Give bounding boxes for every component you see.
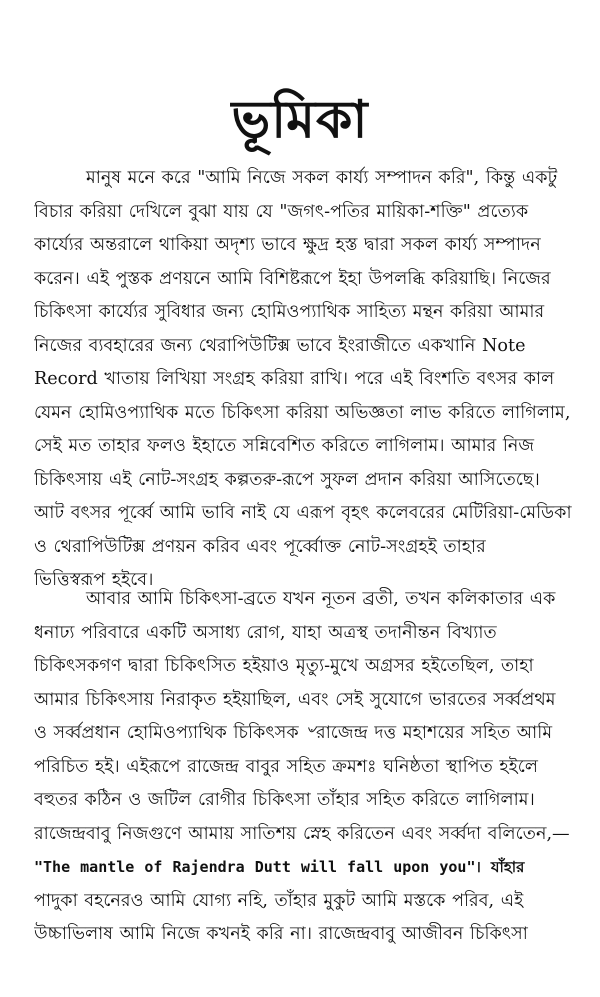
text-line: কার্য্যের অন্তরালে থাকিয়া অদৃশ্য ভাবে ক্ষুদ্র হস্ত দ্বারা সকল কার্য্য সম্পাদন bbox=[34, 235, 541, 255]
text-line: নিজের ব্যবহারের জন্য থেরাপিউটিক্স ভাবে ইংরাজীতে একখানি Note bbox=[34, 335, 526, 356]
text-line: করেন। এই পুস্তক প্রণয়নে আমি বিশিষ্টরূপে ইহা উপলব্ধি করিয়াছি। নিজের bbox=[34, 268, 551, 289]
text-line: চিকিৎসা কার্য্যের সুবিধার জন্য হোমিওপ্যাথিক সাহিত্য মন্থন করিয়া আমার bbox=[34, 302, 545, 322]
text-line-english-quote: "The mantle of Rajendra Dutt will fall upon you"। যাঁহার bbox=[34, 858, 525, 876]
text-line: উচ্চাভিলাষ আমি নিজে কখনই করি না। রাজেন্দ্রবাবু আজীবন চিকিৎসা bbox=[34, 924, 528, 944]
text-line: সেই মত তাহার ফলও ইহাতে সন্নিবেশিত করিতে লাগিলাম। আমার নিজ bbox=[34, 436, 535, 456]
text-line: বহুতর কঠিন ও জটিল রোগীর চিকিৎসা তাঁহার সহিত করিতে লাগিলাম। bbox=[34, 790, 535, 810]
text-line: ধনাঢ্য পরিবারে একটি অসাধ্য রোগ, যাহা অত্রস্থ তদানীন্তন বিখ্যাত bbox=[34, 622, 497, 643]
text-line: আট বৎসর পূর্ব্বে আমি ভাবি নাই যে এরূপ বৃহৎ কলেবরের মেটিরিয়া-মেডিকা bbox=[34, 503, 572, 523]
text-line: পাদুকা বহনেরও আমি যোগ্য নহি, তাঁহার মুকুট আমি মস্তকে পরিব, এই bbox=[34, 890, 524, 911]
text-line: মানুষ মনে করে "আমি নিজে সকল কার্য্য সম্পাদন করি", কিন্তু একটু bbox=[86, 168, 558, 188]
text-line: Record খাতায় লিখিয়া সংগ্রহ করিয়া রাখি। পরে এই বিংশতি বৎসর কাল bbox=[34, 369, 555, 389]
text-line: ও থেরাপিউটিক্স প্রণয়ন করিব এবং পূর্ব্বোক্ত নোট-সংগ্রহই তাহার bbox=[34, 536, 486, 557]
text-line: চিকিৎসায় এই নোট-সংগ্রহ কল্পতরু-রূপে সুফল প্রদান করিয়া আসিতেছে। bbox=[34, 469, 540, 490]
paragraph-preface-2 bbox=[34, 583, 574, 952]
page-heading: ভূমিকা bbox=[231, 89, 369, 150]
text-line: ও সর্ব্বপ্রধান হোমিওপ্যাথিক চিকিৎসক ৺রাজেন্দ্র দত্ত মহাশয়ের সহিত আমি bbox=[34, 723, 553, 743]
text-line: চিকিৎসকগণ দ্বারা চিকিৎসিত হইয়াও মৃত্যু-মুখে অগ্রসর হইতেছিল, তাহা bbox=[34, 656, 534, 676]
paragraph-preface-1 bbox=[34, 162, 574, 598]
text-line: বিচার করিয়া দেখিলে বুঝা যায় যে "জগৎ-পতির মায়িকা-শক্তি" প্রত্যেক bbox=[34, 201, 529, 222]
text-line: রাজেন্দ্রবাবু নিজগুণে আমায় সাতিশয় স্নেহ করিতেন এবং সর্ব্বদা বলিতেন,— bbox=[34, 823, 570, 844]
text-line: ভিত্তিস্বরূপ হইবে। bbox=[34, 570, 154, 590]
text-line: পরিচিত হই। এইরূপে রাজেন্দ্র বাবুর সহিত ক্রমশঃ ঘনিষ্ঠতা স্থাপিত হইলে bbox=[34, 756, 538, 777]
text-line: আবার আমি চিকিৎসা-ব্রতে যখন নূতন ব্রতী, তখন কলিকাতার এক bbox=[86, 589, 556, 609]
text-line: যেমন হোমিওপ্যাথিক মতে চিকিৎসা করিয়া অভিজ্ঞতা লাভ করিতে লাগিলাম, bbox=[34, 402, 571, 423]
text-line: আমার চিকিৎসায় নিরাকৃত হইয়াছিল, এবং সেই সুযোগে ভারতের সর্ব্বপ্রথম bbox=[34, 689, 556, 710]
